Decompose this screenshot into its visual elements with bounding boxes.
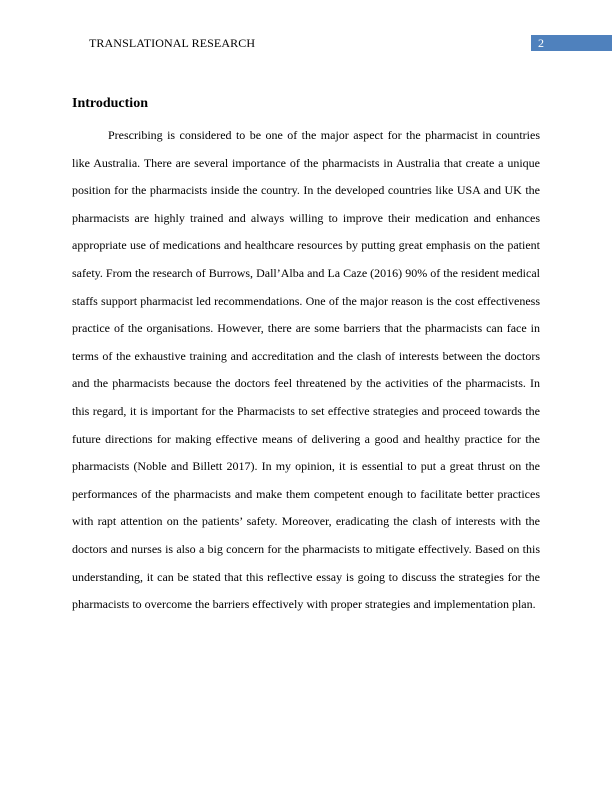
page-number: 2 (531, 35, 612, 51)
body-paragraph: Prescribing is considered to be one of the major aspect for the pharmacist in countries like Australia. There are several importance of the pharmacists in Australia that create a unique position for the pharmacists inside the country. In the developed countries like USA and UK the pharmacists are highly trained and always willing to improve their medication and enhances appropriate use of medications and healthcare resources by putting great emphasis on the patient safety. From the research of Burrows, Dall’Alba and La Caze (2016) 90% of the resident medical staffs support pharmacist led recommendations. One of the major reason is the cost effectiveness practice of the organisations. However, there are some barriers that the pharmacists can face in terms of the exhaustive training and accreditation and the clash of interests between the doctors and the pharmacists because the doctors feel threatened by the activities of the pharmacists. In this regard, it is important for the Pharmacists to set effective strategies and proceed towards the future directions for making effective means of delivering a good and healthy practice for the pharmacists (Noble and Billett 2017). In my opinion, it is essential to put a great thrust on the performances of the pharmacists and make them competent enough to facilitate better practices with rapt attention on the patients’ safety. Moreover, eradicating the clash of interests with the doctors and nurses is also a big concern for the pharmacists to mitigate effectively. Based on this understanding, it can be stated that this reflective essay is going to discuss the strategies for the pharmacists to overcome the barriers effectively with proper strategies and implementation plan. (72, 128, 540, 612)
running-head: TRANSLATIONAL RESEARCH (89, 36, 256, 50)
section-heading: Introduction (72, 96, 148, 111)
